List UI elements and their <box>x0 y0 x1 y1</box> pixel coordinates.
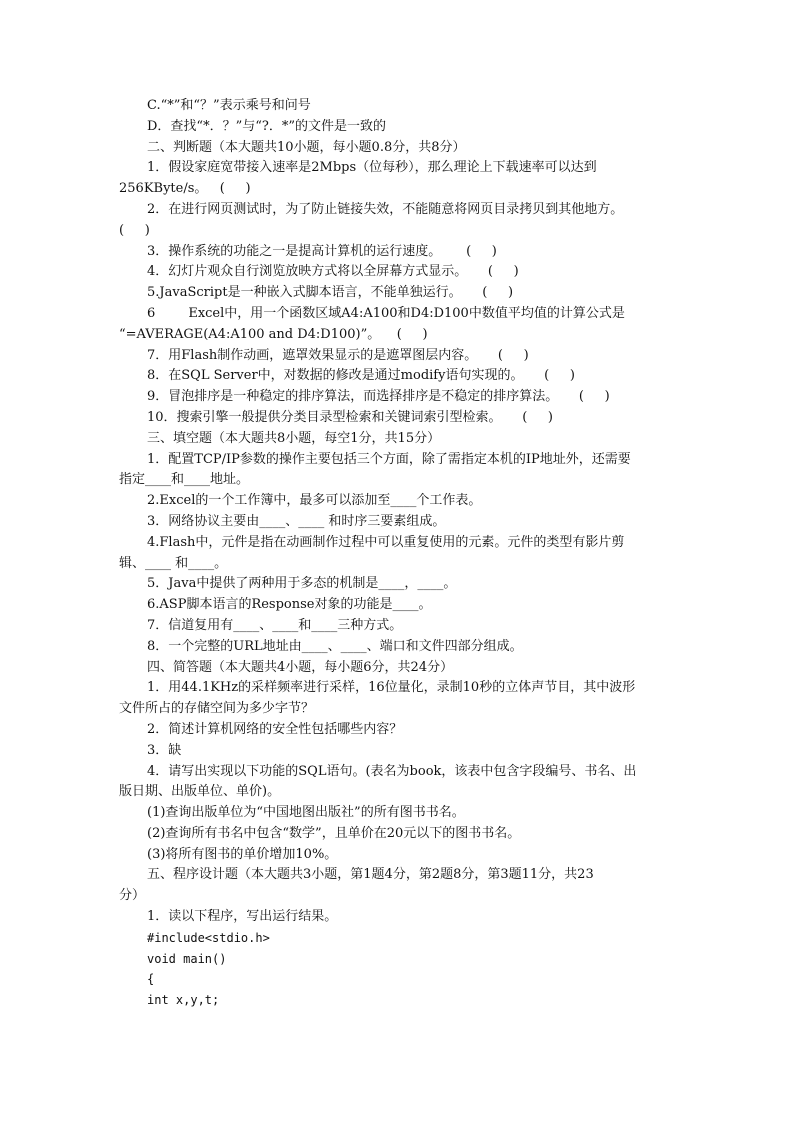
text-line: 8．一个完整的URL地址由____、____、端口和文件四部分组成。 <box>147 638 523 654</box>
text-line: 3．网络协议主要由____、____ 和时序三要素组成。 <box>147 513 446 529</box>
text-line: ( ) <box>119 222 150 238</box>
text-line: 6 Excel中，用一个函数区域A4:A100和D4:D100中数值平均值的计算公式是 <box>147 305 625 321</box>
text-line: 1．用44.1KHz的采样频率进行采样，16位量化，录制10秒的立体声节目，其中波形 <box>147 680 636 696</box>
text-line: 1．配置TCP/IP参数的操作主要包括三个方面，除了需指定本机的IP地址外，还需要 <box>147 451 631 467</box>
text-line: 3．缺 <box>147 742 182 758</box>
text-line: 2.Excel的一个工作簿中，最多可以添加至____个工作表。 <box>147 493 482 509</box>
text-line: D．查找“*．？”与“?．*”的文件是一致的 <box>147 118 386 134</box>
text-line: 2．在进行网页测试时，为了防止链接失效，不能随意将网页目录拷贝到其他地方。 <box>147 201 624 217</box>
code-line: void main() <box>147 951 227 966</box>
text-line: 3．操作系统的功能之一是提高计算机的运行速度。 ( ) <box>147 243 497 259</box>
text-line: 5.JavaScript是一种嵌入式脚本语言，不能单独运行。 ( ) <box>147 285 514 301</box>
text-line: 6.ASP脚本语言的Response对象的功能是____。 <box>147 597 432 613</box>
text-line: 9．冒泡排序是一种稳定的排序算法，而选择排序是不稳定的排序算法。 ( ) <box>147 389 610 405</box>
text-line: 1．读以下程序，写出运行结果。 <box>147 909 338 925</box>
text-line: 8．在SQL Server中，对数据的修改是通过modify语句实现的。 ( ) <box>147 368 575 384</box>
section-heading: 二、判断题（本大题共10小题，每小题0.8分，共8分） <box>147 139 466 155</box>
text-line: 5．Java中提供了两种用于多态的机制是____，____。 <box>147 576 457 592</box>
section-heading: 四、简答题（本大题共4小题，每小题6分，共24分） <box>147 659 454 675</box>
code-line: { <box>147 972 155 987</box>
code-line: #include<stdio.h> <box>147 930 270 945</box>
text-line: “=AVERAGE(A4:A100 and D4:D100)”。 ( ) <box>119 326 428 342</box>
text-line: 分） <box>119 888 146 904</box>
text-line: 指定____和____地址。 <box>119 472 250 488</box>
section-heading: 三、填空题（本大题共8小题，每空1分，共15分） <box>147 430 441 446</box>
text-line: 7．信道复用有____、____和____三种方式。 <box>147 617 403 633</box>
text-line: 256KByte/s。 ( ) <box>119 181 251 197</box>
text-line: 辑、____ 和____。 <box>119 555 228 571</box>
document-body <box>119 96 675 1011</box>
section-heading: 五、程序设计题（本大题共3小题，第1题4分，第2题8分，第3题11分，共23 <box>147 867 594 883</box>
text-line: 10．搜索引擎一般提供分类目录型检索和关键词索引型检索。 ( ) <box>147 409 554 425</box>
text-line: 版日期、出版单位、单价)。 <box>119 784 281 800</box>
text-line: C.“*”和“？”表示乘号和问号 <box>147 98 311 113</box>
text-line: 4．请写出实现以下功能的SQL语句。(表名为book，该表中包含字段编号、书名、出 <box>147 763 637 779</box>
text-line: 4.Flash中，元件是指在动画制作过程中可以重复使用的元素。元件的类型有影片剪 <box>147 534 625 550</box>
text-line: 7．用Flash制作动画，遮罩效果显示的是遮罩图层内容。 ( ) <box>147 347 529 363</box>
text-line: (1)查询出版单位为“中国地图出版社”的所有图书书名。 <box>147 805 465 821</box>
text-line: 文件所占的存储空间为多少字节？ <box>119 701 315 717</box>
text-line: (2)查询所有书名中包含“数学”，且单价在20元以下的图书书名。 <box>147 825 521 841</box>
code-line: int x,y,t; <box>147 993 220 1008</box>
text-line: 2．简述计算机网络的安全性包括哪些内容？ <box>147 721 403 737</box>
text-line: (3)将所有图书的单价增加10%。 <box>147 846 338 862</box>
text-line: 1．假设家庭宽带接入速率是2Mbps（位每秒），那么理论上下载速率可以达到 <box>147 160 597 176</box>
text-line: 4．幻灯片观众自行浏览放映方式将以全屏幕方式显示。 ( ) <box>147 264 519 280</box>
